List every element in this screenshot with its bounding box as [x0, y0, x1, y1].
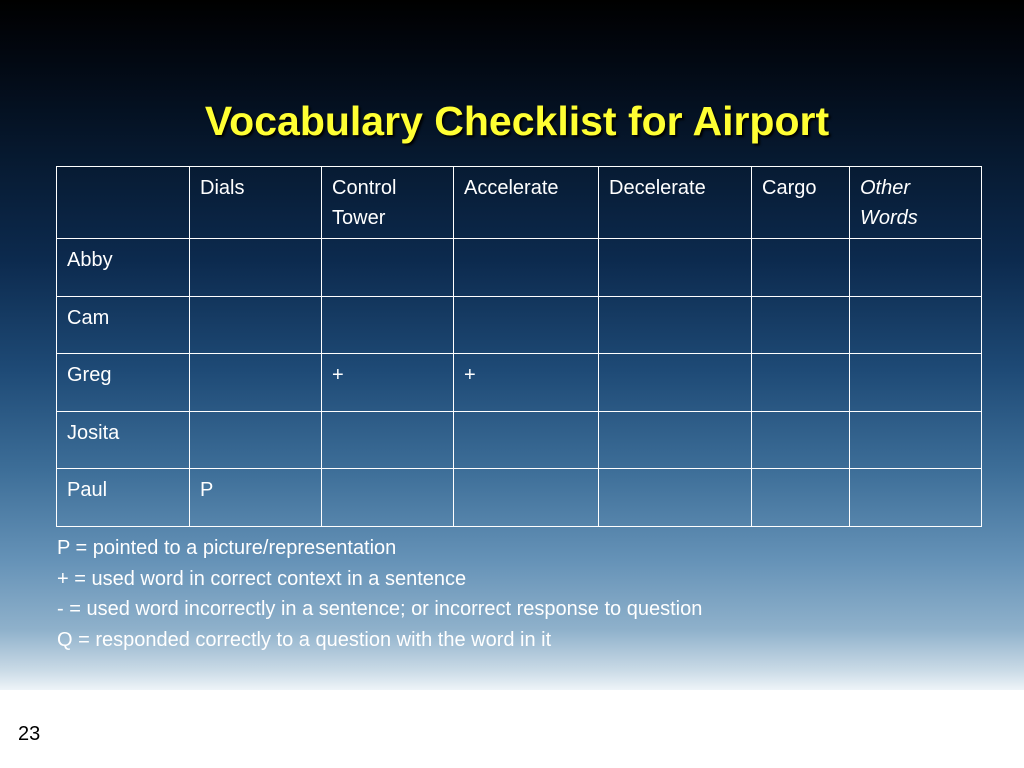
table-cell [322, 469, 454, 527]
student-name-cell: Cam [57, 296, 190, 354]
legend-item-p: P = pointed to a picture/representation [57, 537, 397, 559]
table-cell [752, 354, 850, 412]
table-cell [322, 239, 454, 297]
table-cell [752, 296, 850, 354]
header-cell-decelerate: Decelerate [599, 167, 752, 239]
table-cell [752, 239, 850, 297]
table-cell [850, 239, 982, 297]
page-number: 23 [18, 723, 41, 745]
table-cell [752, 411, 850, 469]
legend-item-minus: - = used word incorrectly in a sentence; or incorrect response to question [57, 598, 703, 620]
student-name-cell: Josita [57, 411, 190, 469]
header-cell-cargo: Cargo [752, 167, 850, 239]
table-cell: + [322, 354, 454, 412]
table-cell [454, 239, 599, 297]
header-cell-other-words: Other Words [850, 167, 982, 239]
table-cell [190, 354, 322, 412]
header-cell-dials: Dials [190, 167, 322, 239]
legend-item-q: Q = responded correctly to a question with the word in it [57, 628, 552, 651]
table-cell [322, 296, 454, 354]
student-name-cell: Paul [57, 469, 190, 527]
table-cell [190, 411, 322, 469]
table-row-paul [57, 469, 982, 527]
table-cell [752, 469, 850, 527]
table-cell [190, 239, 322, 297]
slide-title: Vocabulary Checklist for Airport [204, 98, 830, 144]
table-cell [850, 354, 982, 412]
table-cell [322, 411, 454, 469]
table-cell: P [190, 469, 322, 527]
table-cell [454, 296, 599, 354]
table-cell [190, 296, 322, 354]
table-cell [454, 469, 599, 527]
table-cell [454, 411, 599, 469]
table-cell [599, 411, 752, 469]
student-name-cell: Greg [57, 354, 190, 412]
table-row-cam [57, 296, 982, 354]
table-cell [599, 469, 752, 527]
table-header-row [57, 167, 982, 239]
table-cell [599, 239, 752, 297]
vocabulary-checklist-table [56, 166, 982, 527]
table-cell [850, 296, 982, 354]
header-cell-empty [57, 167, 190, 239]
table-cell: + [454, 354, 599, 412]
table-cell [599, 354, 752, 412]
student-name-cell: Abby [57, 239, 190, 297]
table-row-josita [57, 411, 982, 469]
table-cell [599, 296, 752, 354]
table-row-abby [57, 239, 982, 297]
table-row-greg [57, 354, 982, 412]
header-cell-accelerate: Accelerate [454, 167, 599, 239]
table-cell [850, 469, 982, 527]
legend [57, 533, 702, 655]
legend-item-plus: + = used word in correct context in a sentence [57, 567, 467, 590]
header-cell-control-tower: Control Tower [322, 167, 454, 239]
table-cell [850, 411, 982, 469]
